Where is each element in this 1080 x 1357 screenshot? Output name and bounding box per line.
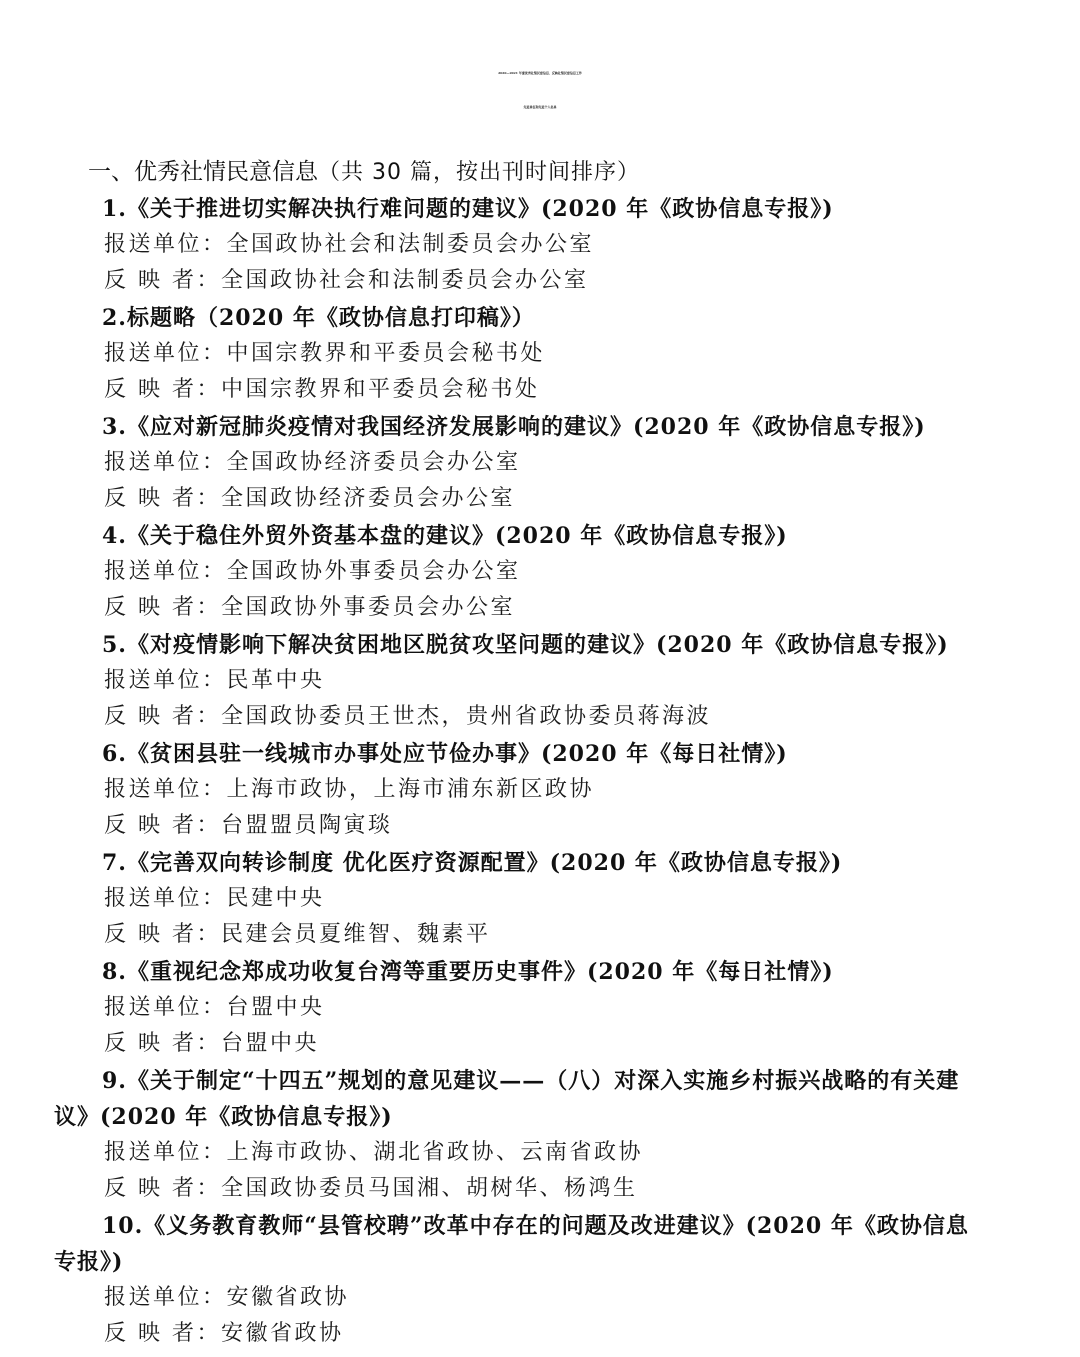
item-title: 10.《义务教育教师“县管校聘”改革中存在的问题及改进建议》(2020 年《政协信息 xyxy=(102,1213,969,1239)
item-title: 5.《对疫情影响下解决贫困地区脱贫攻坚问题的建议》(2020 年《政协信息专报》) xyxy=(102,632,949,658)
item-reporter: 反 映 者：民建会员夏维智、魏素平 xyxy=(104,922,491,947)
document-title-line-2: 先进单位和先进个人名单 xyxy=(523,105,557,109)
item-unit: 报送单位：上海市政协、湖北省政协、云南省政协 xyxy=(104,1140,644,1165)
item-reporter: 反 映 者：全国政协经济委员会办公室 xyxy=(104,486,515,511)
item-reporter: 反 映 者：台盟盟员陶寅琰 xyxy=(104,813,393,838)
section-heading xyxy=(88,154,640,190)
item-reporter: 反 映 者：全国政协外事委员会办公室 xyxy=(104,595,515,620)
item-unit: 报送单位：全国政协社会和法制委员会办公室 xyxy=(104,232,595,257)
item-reporter: 反 映 者：全国政协社会和法制委员会办公室 xyxy=(104,268,589,293)
item-reporter: 反 映 者：台盟中央 xyxy=(104,1031,319,1056)
item-unit: 报送单位：全国政协经济委员会办公室 xyxy=(104,450,521,475)
section-heading-text: 一、优秀社情民意信息 xyxy=(88,159,318,185)
item-title: 8.《重视纪念郑成功收复台湾等重要历史事件》(2020 年《每日社情》) xyxy=(102,959,834,985)
item-title: 7.《完善双向转诊制度 优化医疗资源配置》(2020 年《政协信息专报》) xyxy=(102,850,843,876)
item-reporter: 反 映 者：中国宗教界和平委员会秘书处 xyxy=(104,377,540,402)
item-unit: 报送单位：台盟中央 xyxy=(104,995,325,1020)
item-reporter: 反 映 者：全国政协委员王世杰，贵州省政协委员蒋海波 xyxy=(104,704,711,729)
item-unit: 报送单位：民建中央 xyxy=(104,886,325,911)
item-title: 3.《应对新冠肺炎疫情对我国经济发展影响的建议》(2020 年《政协信息专报》) xyxy=(102,414,926,440)
item-unit: 报送单位：上海市政协，上海市浦东新区政协 xyxy=(104,777,595,802)
item-title: 2.标题略（2020 年《政协信息打印稿》） xyxy=(102,305,535,331)
document-title-line-1: 2020—2021 年度优秀社情民意信息、反映社情民意信息工作 xyxy=(498,71,582,75)
item-title: 9.《关于制定“十四五”规划的意见建议——（八）对深入实施乡村振兴战略的有关建 xyxy=(102,1068,960,1094)
item-title: 6.《贫困县驻一线城市办事处应节俭办事》(2020 年《每日社情》) xyxy=(102,741,788,767)
item-unit: 报送单位：安徽省政协 xyxy=(104,1285,350,1310)
item-title: 4.《关于稳住外贸外资基本盘的建议》(2020 年《政协信息专报》) xyxy=(102,523,788,549)
item-reporter: 反 映 者：安徽省政协 xyxy=(104,1321,344,1346)
item-title: 1.《关于推进切实解决执行难问题的建议》(2020 年《政协信息专报》) xyxy=(102,196,834,222)
item-unit: 报送单位：民革中央 xyxy=(104,668,325,693)
section-note: （共 30 篇，按出刊时间排序） xyxy=(318,160,640,185)
item-unit: 报送单位：全国政协外事委员会办公室 xyxy=(104,559,521,584)
item-title-continued: 议》(2020 年《政协信息专报》) xyxy=(54,1104,393,1130)
item-unit: 报送单位：中国宗教界和平委员会秘书处 xyxy=(104,341,546,366)
item-reporter: 反 映 者：全国政协委员马国湘、胡树华、杨鸿生 xyxy=(104,1176,638,1201)
item-title-continued: 专报》) xyxy=(54,1249,124,1275)
